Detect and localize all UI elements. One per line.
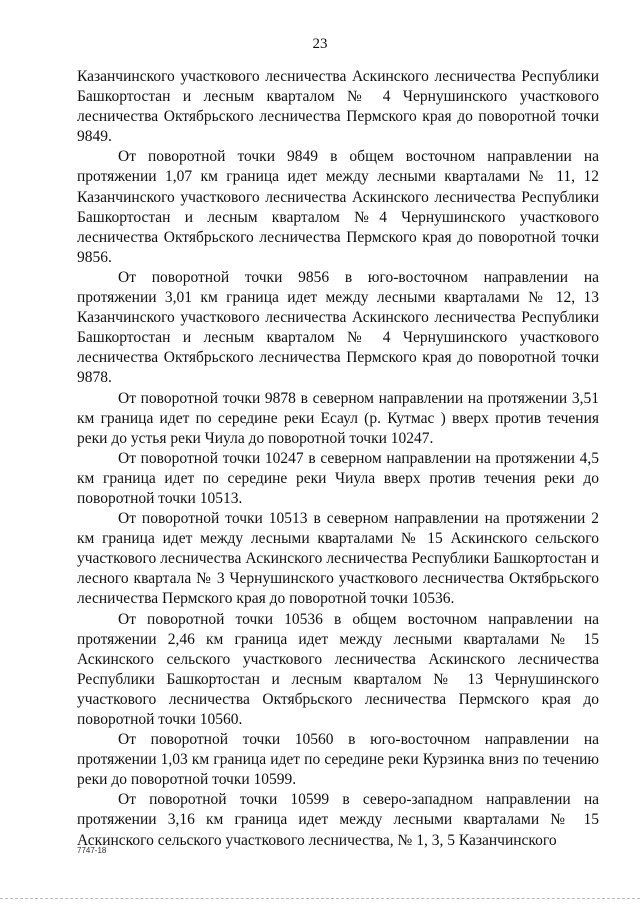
paragraph-continuation: Казанчинского участкового лесничества Аскинского лесничества Республики Башкортостан и лесным кварталом № 4 Чернушинского участкового лесничества Октябрьского лесничества Пермского края до поворотной точки 9849. <box>77 68 599 146</box>
paragraph-point-10560: От поворотной точки 10560 в юго-восточном направлении на протяжении 1,03 км граница идет по середине реки Курзинка вниз по течению реки до поворотной точки 10599. <box>77 731 599 789</box>
paragraph-point-10536: От поворотной точки 10536 в общем восточном направлении на протяжении 2,46 км граница идет между лесными кварталами № 15 Аскинского сельского участкового лесничества Аскинского лесничества Республики Башкортостан и лесным кварталом № 13 Чернушинского участкового лесничества Октябрьского лесничества Пермского края до поворотной точки 10560. <box>77 610 599 728</box>
paragraph-point-9856: От поворотной точки 9856 в юго-восточном направлении на протяжении 3,01 км граница идет между лесными кварталами № 12, 13 Казанчинского участкового лесничества Аскинского лесничества Республики Башкортостан и лесным кварталом № 4 Чернушинского участкового лесничества Октябрьского лесничества Пермского края до поворотной точки 9878. <box>77 268 599 387</box>
page-number: 23 <box>312 36 328 52</box>
paragraph-point-9849: От поворотной точки 9849 в общем восточном направлении на протяжении 1,07 км граница идет между лесными кварталами № 11, 12 Казанчинского участкового лесничества Аскинского лесничества Республики Башкортостан и лесным кварталом №4 Чернушинского участкового лесничества Октябрьского лесничества Пермского края до поворотной точки 9856. <box>77 148 599 266</box>
paragraph-point-10599: От поворотной точки 10599 в северо-западном направлении на протяжении 3,16 км граница идет между лесными кварталами № 15 Аскинского сельского участкового лесничества, № 1, 3, 5 Казанчинского <box>77 791 599 849</box>
document-body <box>77 67 599 851</box>
paragraph-point-9878: От поворотной точки 9878 в северном направлении на протяжении 3,51 км граница идет по середине реки Есаул (р. Кутмас ) вверх против течения реки до устья реки Чиула до поворотной точки 10247. <box>77 389 599 447</box>
footer-document-code: 7747-18 <box>77 846 107 855</box>
paragraph-point-10247: От поворотной точки 10247 в северном направлении на протяжении 4,5 км граница идет по середине реки Чиула вверх против течения реки до поворотной точки 10513. <box>77 449 599 507</box>
page-bottom-edge <box>0 898 640 899</box>
paragraph-point-10513: От поворотной точки 10513 в северном направлении на протяжении 2 км граница идет между лесными кварталами № 15 Аскинского сельского участкового лесничества Аскинского лесничества Республики Башкортостан и лесного квартала № 3 Чернушинского участкового лесничества Октябрьского лесничества Пермского края до поворотной точки 10536. <box>77 510 599 608</box>
